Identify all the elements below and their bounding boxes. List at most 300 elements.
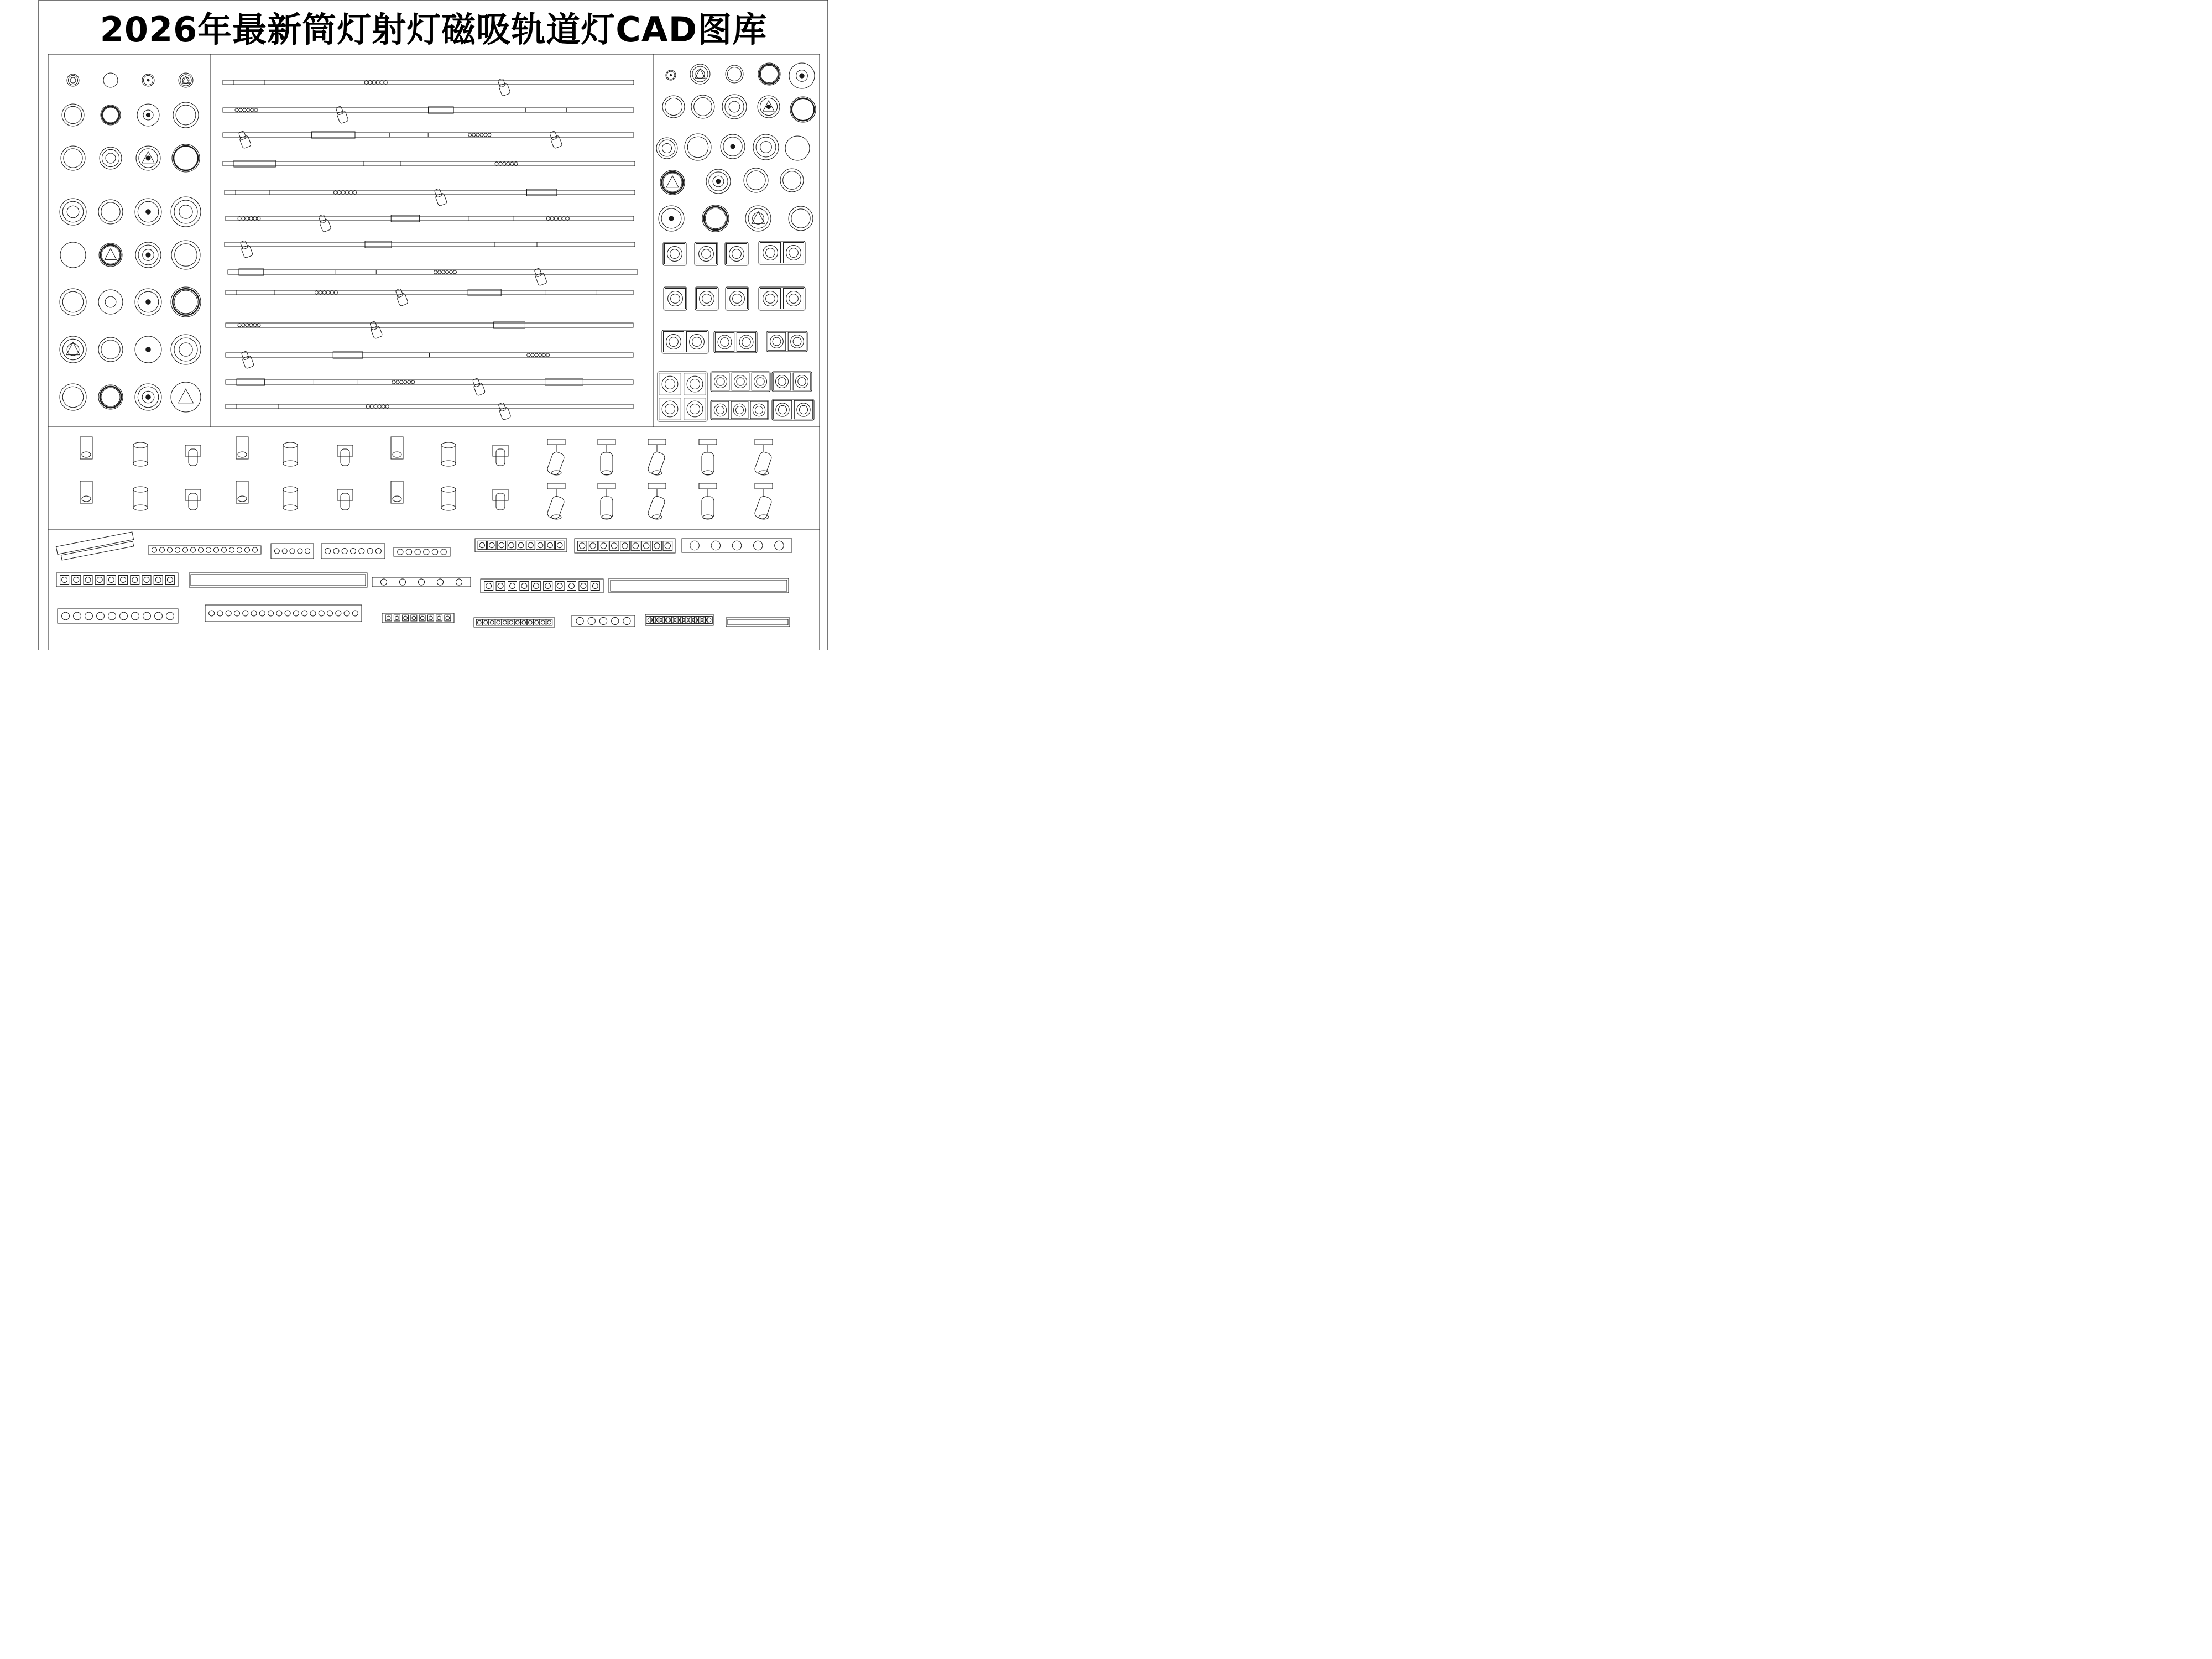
grille-cell — [165, 576, 174, 585]
grille-downlight — [658, 372, 707, 421]
grille-lens — [714, 375, 727, 388]
recessed-light-panel — [656, 63, 816, 421]
linear-light — [372, 577, 471, 587]
spotlight-elevation — [647, 439, 666, 476]
grille-lens — [576, 617, 583, 624]
grille-lens — [285, 611, 290, 616]
track-rail — [226, 215, 634, 232]
grille-lens — [242, 217, 245, 220]
downlight-outer-ring — [62, 104, 84, 126]
downlight-lamp-dot — [800, 74, 804, 78]
track-adapter — [648, 483, 666, 489]
downlight-symbol — [60, 336, 86, 363]
downlight-trim-ring — [176, 105, 196, 125]
grille-reflector — [757, 378, 764, 385]
grille-lens — [226, 611, 231, 616]
grille-cell — [659, 373, 681, 395]
spotlight-barrel — [647, 451, 666, 476]
spotlight-elevation — [80, 481, 92, 503]
grille-lens — [510, 162, 514, 165]
grille-lens — [253, 324, 257, 327]
grille-housing — [711, 400, 769, 420]
grille-lens — [707, 618, 711, 622]
grille-lens — [276, 611, 282, 616]
spotlight-elevation — [699, 439, 717, 475]
track-rail-body — [223, 80, 634, 85]
grille-lens — [400, 380, 403, 384]
spotlight-body — [336, 106, 343, 116]
grille-cell — [544, 582, 552, 591]
grille-lens — [503, 620, 507, 624]
grille-lens — [786, 291, 801, 306]
track-rail — [226, 321, 633, 339]
grille-lens — [666, 618, 670, 622]
grille-lens — [718, 335, 732, 349]
downlight-trim-ring — [725, 97, 744, 116]
grille-lens — [352, 611, 358, 616]
downlight-symbol — [142, 74, 154, 86]
downlight-reflector — [179, 343, 192, 356]
grille-lens — [791, 335, 804, 348]
grille-lens — [539, 353, 542, 357]
downlight-lamp-dot — [146, 210, 151, 215]
grille-lens — [668, 291, 683, 306]
downlight-symbol — [98, 337, 123, 362]
grille-lens — [441, 549, 446, 555]
downlight-heavy-ring — [101, 245, 121, 265]
cylinder-base — [133, 505, 148, 510]
downlight-symbol — [789, 206, 813, 231]
downlight-symbol — [62, 104, 84, 126]
grille-lens — [229, 547, 234, 552]
downlight-symbol — [135, 384, 161, 410]
grille-lens — [243, 108, 246, 112]
grille-lens — [702, 618, 707, 622]
downlight-symbol — [785, 136, 810, 160]
downlight-outer-ring — [722, 95, 747, 119]
grille-lens — [509, 542, 514, 548]
grille-lens — [729, 247, 744, 262]
grille-cell — [665, 244, 685, 264]
grille-reflector — [793, 337, 801, 346]
downlight-outer-ring — [660, 170, 685, 195]
downlight-reflector — [67, 206, 79, 218]
grille-cell — [95, 576, 104, 585]
grille-reflector — [766, 294, 775, 304]
track-rail-panel — [223, 79, 638, 420]
grille-lens — [206, 547, 211, 552]
downlight-outer-ring — [98, 290, 123, 314]
grille-lens — [732, 541, 742, 550]
grille-lens — [734, 375, 747, 388]
grille-lens — [547, 620, 551, 624]
downlight-outer-ring — [173, 102, 199, 128]
grille-lens — [364, 81, 368, 84]
grille-lens — [693, 618, 697, 622]
cylinder-base — [441, 461, 456, 466]
grille-cell — [687, 332, 707, 352]
downlight-reflector — [106, 153, 116, 163]
bracket-block — [337, 489, 353, 500]
downlight-symbol — [753, 134, 779, 160]
downlight-trim-ring — [659, 140, 675, 156]
spotlight-body — [395, 289, 403, 298]
track-rail — [223, 131, 634, 149]
downlight-heavy-ring — [704, 207, 727, 230]
grille-lens — [420, 616, 424, 620]
downlight-symbol — [780, 169, 804, 192]
grille-lens — [554, 217, 557, 220]
grille-lens — [315, 291, 318, 294]
downlight-outer-ring — [60, 242, 86, 268]
grille-housing — [726, 287, 749, 310]
grille-reflector — [736, 406, 744, 414]
grille-lens — [484, 133, 487, 137]
grille-lens — [384, 81, 387, 84]
grille-lens — [252, 547, 257, 552]
downlight-outer-ring — [690, 64, 710, 84]
downlight-trim-ring — [783, 171, 801, 190]
grille-lens — [159, 547, 164, 552]
grille-lens — [754, 375, 766, 388]
grille-lens — [446, 616, 450, 620]
track-rail-body — [225, 190, 635, 195]
grille-cell — [555, 582, 564, 591]
grille-cell — [507, 541, 515, 549]
linear-housing — [609, 578, 789, 593]
grille-lens — [62, 612, 70, 620]
downlight-reflector — [105, 296, 116, 307]
grille-lens — [167, 577, 173, 583]
downlight-outer-ring — [171, 287, 201, 317]
grille-lens — [753, 541, 763, 550]
linear-housing — [148, 546, 261, 554]
grille-lens — [190, 547, 195, 552]
grille-lens — [612, 617, 619, 624]
downlight-trim-ring — [62, 201, 83, 222]
linear-light — [58, 609, 178, 623]
linear-light — [394, 547, 450, 556]
grille-lens — [437, 616, 441, 620]
grille-cell — [599, 541, 608, 551]
downlight-symbol — [666, 70, 676, 80]
spotlight-body — [472, 378, 480, 388]
grille-lens — [334, 291, 337, 294]
linear-housing — [271, 544, 314, 559]
grille-housing — [658, 372, 707, 421]
downlight-symbol — [103, 73, 118, 87]
grille-lens — [372, 81, 375, 84]
downlight-tilt-mark — [179, 389, 194, 403]
grille-lens — [699, 247, 714, 262]
grille-cell — [620, 541, 630, 551]
grille-lens — [85, 612, 93, 620]
linear-housing — [382, 613, 454, 623]
grille-lens — [730, 291, 745, 306]
sheet-frame — [39, 0, 828, 650]
downlight-symbol — [101, 105, 121, 125]
grille-cell — [60, 576, 69, 585]
downlight-trim-ring — [64, 149, 82, 168]
downlight-trim-ring — [68, 75, 77, 85]
grille-lens — [395, 616, 399, 620]
downlight-outer-ring — [745, 206, 771, 231]
track-rail — [223, 160, 635, 167]
grille-reflector — [799, 405, 807, 414]
grille-lens — [144, 577, 149, 583]
grille-lens — [132, 577, 138, 583]
grille-housing — [663, 242, 686, 265]
linear-module — [314, 380, 358, 384]
downlight-lamp-dot — [146, 347, 151, 352]
track-rail — [226, 351, 633, 369]
downlight-trim-ring — [62, 291, 83, 312]
grille-lens — [472, 133, 476, 137]
linear-module — [389, 133, 428, 137]
grille-lens — [581, 583, 586, 589]
grille-reflector — [665, 379, 675, 389]
grille-lens — [408, 380, 411, 384]
downlight-trim-ring — [64, 106, 81, 123]
bracket-block — [337, 445, 353, 456]
spotlight-elevation — [133, 487, 148, 510]
linear-housing — [321, 544, 385, 559]
grille-reflector — [721, 338, 729, 347]
track-adapter — [699, 439, 717, 445]
downlight-symbol — [706, 169, 731, 194]
grille-lens — [599, 617, 607, 624]
grille-lens — [305, 549, 310, 554]
grille-lens — [424, 549, 429, 555]
downlight-symbol — [744, 168, 768, 192]
cylinder-aperture — [393, 452, 401, 457]
downlight-outer-ring — [171, 382, 201, 412]
grille-lens — [268, 611, 274, 616]
downlight-outer-ring — [100, 147, 122, 169]
downlight-outer-ring — [685, 134, 711, 160]
spotlight-elevation — [441, 442, 456, 466]
downlight-outer-ring — [702, 205, 729, 232]
spotlight-elevation — [699, 483, 717, 519]
downlight-symbol — [685, 134, 711, 160]
downlight-symbol — [60, 289, 86, 315]
grille-lens — [538, 542, 543, 548]
grille-lens — [662, 376, 678, 392]
downlight-tilt-mark — [666, 176, 679, 187]
grille-lens — [237, 547, 242, 552]
grille-lens — [666, 335, 681, 349]
track-spotlight — [240, 241, 253, 258]
grille-lens — [380, 81, 383, 84]
downlight-symbol — [171, 382, 201, 412]
grille-lens — [239, 108, 242, 112]
grille-cell — [588, 541, 598, 551]
grille-lens — [74, 577, 79, 583]
grille-lens — [514, 162, 518, 165]
spotlight-barrel — [341, 449, 349, 466]
downlight-heavy-ring — [174, 146, 198, 170]
cylinder-top — [441, 487, 456, 492]
grille-reflector — [778, 378, 786, 385]
grille-cell — [496, 582, 505, 591]
grille-lens — [675, 618, 679, 622]
grille-lens — [670, 618, 675, 622]
grille-lens — [175, 547, 180, 552]
downlight-outer-ring — [662, 96, 685, 118]
grille-lens — [528, 620, 532, 624]
linear-housing — [205, 605, 362, 622]
grille-lens — [507, 162, 510, 165]
downlight-symbol — [721, 134, 745, 159]
downlight-symbol — [98, 200, 123, 224]
grille-cell — [536, 541, 544, 549]
downlight-symbol — [135, 199, 161, 225]
downlight-lamp-dot — [669, 216, 674, 221]
linear-module — [430, 353, 476, 357]
grille-reflector — [702, 294, 712, 304]
grille-downlight — [695, 287, 718, 310]
grille-lens — [367, 548, 373, 554]
spotlight-elevation — [236, 437, 248, 459]
track-spotlight — [498, 79, 510, 96]
grille-downlight — [662, 330, 708, 353]
grille-downlight — [726, 287, 749, 310]
track-adapter — [648, 439, 666, 445]
downlight-symbol — [136, 146, 160, 170]
linear-light-panel — [56, 532, 792, 627]
grille-cell — [641, 541, 651, 551]
grille-cell — [653, 541, 662, 551]
grille-lens — [302, 611, 307, 616]
grille-lens — [325, 548, 331, 554]
downlight-heavy-ring — [100, 387, 122, 408]
grille-reflector — [690, 379, 700, 389]
grille-lens — [657, 618, 661, 622]
linear-module — [237, 290, 275, 295]
downlight-outer-ring — [171, 197, 201, 227]
grille-cell — [684, 373, 706, 395]
spotlight-elevation — [493, 489, 508, 510]
grille-lens — [182, 547, 187, 552]
grille-lens — [108, 612, 116, 620]
downlight-lamp-dot — [670, 74, 671, 76]
grille-reflector — [755, 406, 763, 414]
cylinder-aperture — [238, 452, 247, 457]
downlight-reflector — [753, 213, 764, 225]
grille-cell — [784, 289, 804, 309]
grille-lens — [374, 405, 377, 408]
grille-lens — [521, 583, 527, 589]
grille-lens — [155, 612, 163, 620]
grille-lens — [336, 611, 341, 616]
spotlight-elevation — [598, 439, 615, 475]
downlight-lamp-dot — [716, 179, 721, 184]
grille-reflector — [732, 249, 742, 259]
track-adapter — [547, 483, 565, 489]
grille-lens — [132, 612, 139, 620]
grille-lens — [434, 270, 437, 274]
linear-light — [575, 539, 675, 553]
grille-lens — [775, 541, 784, 550]
grille-housing — [695, 242, 718, 265]
track-adapter — [699, 483, 717, 489]
grille-lens — [74, 612, 81, 620]
grille-lens — [503, 162, 506, 165]
grille-lens — [387, 616, 390, 620]
linear-housing — [481, 579, 603, 593]
downlight-symbol — [726, 65, 743, 83]
downlight-trim-ring — [102, 149, 119, 166]
downlight-trim-ring — [687, 137, 708, 157]
spotlight-barrel — [341, 493, 349, 510]
grille-lens — [247, 108, 250, 112]
grille-lens — [531, 353, 534, 357]
downlight-trim-ring — [728, 67, 742, 81]
grille-lens — [166, 612, 174, 620]
grille-cell — [727, 244, 747, 264]
linear-light — [475, 539, 567, 552]
grille-lens — [528, 542, 534, 548]
linear-light — [205, 605, 362, 622]
linear-module — [237, 404, 279, 409]
grille-lens — [346, 191, 349, 194]
grille-lens — [326, 291, 330, 294]
grille-lens — [217, 611, 223, 616]
linear-light — [56, 573, 178, 587]
downlight-lamp-dot — [146, 300, 151, 305]
grille-lens — [684, 618, 688, 622]
grille-lens — [243, 611, 248, 616]
linear-light — [189, 573, 367, 587]
track-rail — [226, 403, 633, 420]
downlight-symbol — [758, 96, 780, 118]
grille-lens — [370, 405, 373, 408]
downlight-symbol — [100, 147, 122, 169]
linear-module — [525, 108, 566, 112]
grille-downlight — [759, 241, 805, 264]
grille-lens — [385, 405, 389, 408]
grille-housing — [664, 287, 687, 310]
downlight-heavy-ring — [792, 98, 814, 121]
spotlight-elevation — [236, 481, 248, 503]
grille-lens — [350, 548, 356, 554]
grille-lens — [495, 162, 498, 165]
grille-lens — [518, 542, 524, 548]
linear-module — [364, 161, 400, 166]
grille-lens — [690, 541, 700, 550]
grille-lens — [562, 217, 565, 220]
spotlight-elevation — [185, 445, 201, 466]
track-rail-body — [226, 216, 634, 221]
downlight-reflector — [67, 343, 79, 356]
grille-lens — [198, 547, 203, 552]
spotlight-body — [498, 403, 506, 412]
track-spotlight — [498, 403, 511, 420]
grille-lens — [446, 270, 449, 274]
grille-cell — [659, 398, 681, 420]
grille-lens — [238, 217, 241, 220]
grille-lens — [438, 270, 441, 274]
grille-lens — [547, 542, 553, 548]
cylinder-base — [283, 461, 298, 466]
grille-lens — [661, 618, 666, 622]
spotlight-barrel — [601, 497, 613, 519]
linear-light — [682, 539, 792, 552]
grille-lens — [167, 547, 172, 552]
downlight-lamp-dot — [731, 144, 735, 149]
grille-lens — [515, 620, 519, 624]
spotlight-barrel — [496, 449, 505, 466]
